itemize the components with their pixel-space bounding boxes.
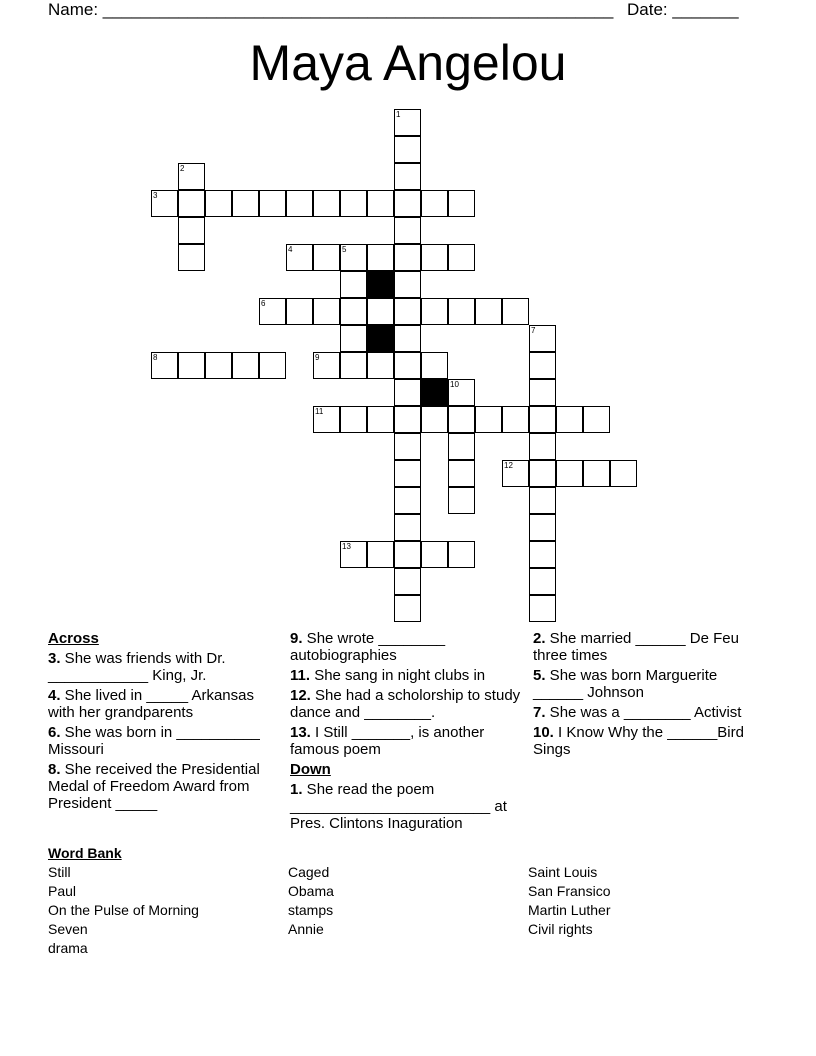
clue-item	[290, 687, 525, 721]
clue-number-label: 2	[180, 164, 185, 173]
word-bank-item: Obama	[288, 883, 334, 899]
grid-cell[interactable]	[529, 406, 556, 433]
word-bank-item: Civil rights	[528, 921, 593, 937]
grid-cell[interactable]	[313, 244, 340, 271]
grid-cell[interactable]	[394, 568, 421, 595]
grid-cell[interactable]	[340, 352, 367, 379]
grid-cell[interactable]	[394, 163, 421, 190]
grid-cell[interactable]	[448, 406, 475, 433]
grid-cell[interactable]	[394, 271, 421, 298]
clue-text: I Know Why the ______Bird Sings	[533, 724, 744, 758]
grid-cell[interactable]	[259, 352, 286, 379]
word-bank-item: San Fransico	[528, 883, 611, 899]
clue-text: She received the Presidential Medal of Freedom Award from President _____	[48, 761, 260, 812]
clue-number: 3.	[48, 650, 61, 667]
grid-cell[interactable]	[448, 433, 475, 460]
grid-cell[interactable]	[178, 217, 205, 244]
clue-number-label: 7	[531, 326, 536, 335]
grid-cell[interactable]	[421, 298, 448, 325]
clue-number: 10.	[533, 724, 554, 741]
grid-cell[interactable]	[529, 487, 556, 514]
clue-number: 5.	[533, 667, 546, 684]
clue-item	[290, 724, 525, 758]
grid-cell[interactable]	[178, 244, 205, 271]
clue-number-label: 12	[504, 461, 513, 470]
date-field-label: Date: _______	[627, 0, 739, 19]
grid-cell[interactable]	[340, 271, 367, 298]
grid-cell[interactable]	[259, 190, 286, 217]
clues-column-2	[290, 630, 525, 835]
black-square	[421, 379, 448, 406]
clue-text: She married ______ De Feu three times	[533, 630, 739, 664]
clue-number: 13.	[290, 724, 311, 741]
grid-cell[interactable]	[367, 298, 394, 325]
grid-cell[interactable]	[529, 433, 556, 460]
clue-number-label: 13	[342, 542, 351, 551]
grid-cell[interactable]	[340, 190, 367, 217]
grid-cell[interactable]	[394, 352, 421, 379]
clue-text: I Still _______, is another famous poem	[290, 724, 485, 758]
clue-number-label: 8	[153, 353, 158, 362]
clue-number-label: 1	[396, 110, 401, 119]
word-bank-column-3	[528, 863, 610, 939]
grid-cell[interactable]	[394, 433, 421, 460]
clue-number-label: 10	[450, 380, 459, 389]
clue-number: 2.	[533, 630, 546, 647]
word-bank-item: Martin Luther	[528, 902, 611, 918]
clue-text: She was friends with Dr. ____________ King, Jr.	[48, 650, 226, 684]
clue-number-label: 6	[261, 299, 266, 308]
clue-number: 6.	[48, 724, 61, 741]
clue-item	[48, 650, 280, 684]
clue-item	[533, 704, 768, 721]
clue-number-label: 4	[288, 245, 293, 254]
grid-cell[interactable]	[286, 190, 313, 217]
grid-cell[interactable]	[556, 460, 583, 487]
clue-number-label: 11	[315, 407, 324, 416]
clue-item	[290, 630, 525, 664]
grid-cell[interactable]	[394, 379, 421, 406]
grid-cell[interactable]	[421, 541, 448, 568]
clue-number-label: 3	[153, 191, 158, 200]
grid-cell[interactable]	[394, 595, 421, 622]
clue-number-label: 9	[315, 353, 320, 362]
word-bank-item: Still	[48, 864, 71, 880]
clue-text: She was a ________ Activist	[545, 704, 742, 721]
grid-cell[interactable]	[394, 406, 421, 433]
grid-cell[interactable]	[232, 352, 259, 379]
word-bank-column-1	[48, 863, 199, 958]
clue-item	[48, 761, 280, 812]
grid-cell[interactable]	[367, 244, 394, 271]
grid-cell[interactable]	[394, 298, 421, 325]
grid-cell[interactable]	[421, 406, 448, 433]
black-square	[367, 325, 394, 352]
across-heading: Across	[48, 630, 99, 647]
grid-cell[interactable]	[313, 298, 340, 325]
clue-item	[533, 667, 768, 701]
grid-cell[interactable]	[394, 487, 421, 514]
grid-cell[interactable]	[583, 406, 610, 433]
word-bank-item: Saint Louis	[528, 864, 598, 880]
grid-cell[interactable]	[529, 379, 556, 406]
grid-cell[interactable]	[529, 568, 556, 595]
clue-number: 8.	[48, 761, 61, 778]
clue-number: 9.	[290, 630, 303, 647]
grid-cell[interactable]	[313, 190, 340, 217]
grid-cell[interactable]	[529, 541, 556, 568]
grid-cell[interactable]	[286, 298, 313, 325]
grid-cell[interactable]	[448, 190, 475, 217]
word-bank-column-2	[288, 863, 334, 939]
grid-cell[interactable]	[394, 217, 421, 244]
grid-cell[interactable]	[421, 190, 448, 217]
grid-cell[interactable]	[394, 514, 421, 541]
word-bank-item: Caged	[288, 864, 330, 880]
grid-cell[interactable]	[178, 352, 205, 379]
clue-number: 11.	[290, 667, 311, 684]
word-bank-item: drama	[48, 940, 88, 956]
grid-cell[interactable]	[448, 460, 475, 487]
grid-cell[interactable]	[367, 541, 394, 568]
grid-cell[interactable]	[340, 298, 367, 325]
grid-cell[interactable]	[529, 514, 556, 541]
clue-text: She read the poem ________________________ at Pres. Clintons Inaguration	[290, 781, 507, 832]
grid-cell[interactable]	[421, 352, 448, 379]
clues-column-1	[48, 630, 280, 815]
clue-number: 12.	[290, 687, 311, 704]
clue-text: She was born in __________ Missouri	[48, 724, 260, 758]
clue-item	[48, 687, 280, 721]
black-square	[367, 271, 394, 298]
grid-cell[interactable]	[502, 298, 529, 325]
clue-text: She was born Marguerite ______ Johnson	[533, 667, 718, 701]
clue-number-label: 5	[342, 245, 347, 254]
word-bank-item: stamps	[288, 902, 334, 918]
grid-cell[interactable]	[394, 325, 421, 352]
clue-item	[290, 667, 525, 684]
grid-cell[interactable]	[394, 460, 421, 487]
grid-cell[interactable]	[529, 595, 556, 622]
grid-cell[interactable]	[178, 190, 205, 217]
down-heading: Down	[290, 761, 331, 778]
grid-cell[interactable]	[367, 190, 394, 217]
clue-item	[533, 630, 768, 664]
clue-item	[290, 781, 525, 832]
grid-cell[interactable]	[448, 487, 475, 514]
grid-cell[interactable]	[367, 352, 394, 379]
clue-text: She sang in night clubs in	[310, 667, 486, 684]
grid-cell[interactable]	[529, 352, 556, 379]
grid-cell[interactable]	[394, 244, 421, 271]
name-field-label: Name: ______________________________________________________	[48, 0, 614, 19]
clues-column-3	[533, 630, 768, 761]
grid-cell[interactable]	[583, 460, 610, 487]
grid-cell[interactable]	[394, 541, 421, 568]
grid-cell[interactable]	[394, 190, 421, 217]
clue-text: She wrote ________ autobiographies	[290, 630, 446, 664]
word-bank-title: Word Bank	[48, 845, 122, 861]
grid-cell[interactable]	[421, 244, 448, 271]
grid-cell[interactable]	[340, 406, 367, 433]
word-bank-item: Annie	[288, 921, 324, 937]
clue-item	[533, 724, 768, 758]
grid-cell[interactable]	[475, 298, 502, 325]
grid-cell[interactable]	[529, 460, 556, 487]
word-bank-item: Paul	[48, 883, 77, 899]
grid-cell[interactable]	[205, 352, 232, 379]
grid-cell[interactable]	[340, 325, 367, 352]
clue-text: She had a scholorship to study dance and ________.	[290, 687, 521, 721]
clue-number: 7.	[533, 704, 546, 721]
page-title: Maya Angelou	[249, 35, 567, 91]
grid-cell[interactable]	[394, 136, 421, 163]
grid-cell[interactable]	[610, 460, 637, 487]
clue-text: She lived in _____ Arkansas with her grandparents	[48, 687, 254, 721]
grid-cell[interactable]	[475, 406, 502, 433]
word-bank-item: On the Pulse of Morning	[48, 902, 199, 918]
grid-cell[interactable]	[448, 298, 475, 325]
clue-number: 1.	[290, 781, 303, 798]
word-bank-item: Seven	[48, 921, 88, 937]
grid-cell[interactable]	[556, 406, 583, 433]
grid-cell[interactable]	[367, 406, 394, 433]
grid-cell[interactable]	[205, 190, 232, 217]
grid-cell[interactable]	[448, 541, 475, 568]
grid-cell[interactable]	[232, 190, 259, 217]
grid-cell[interactable]	[448, 244, 475, 271]
grid-cell[interactable]	[502, 406, 529, 433]
clue-number: 4.	[48, 687, 61, 704]
clue-item	[48, 724, 280, 758]
